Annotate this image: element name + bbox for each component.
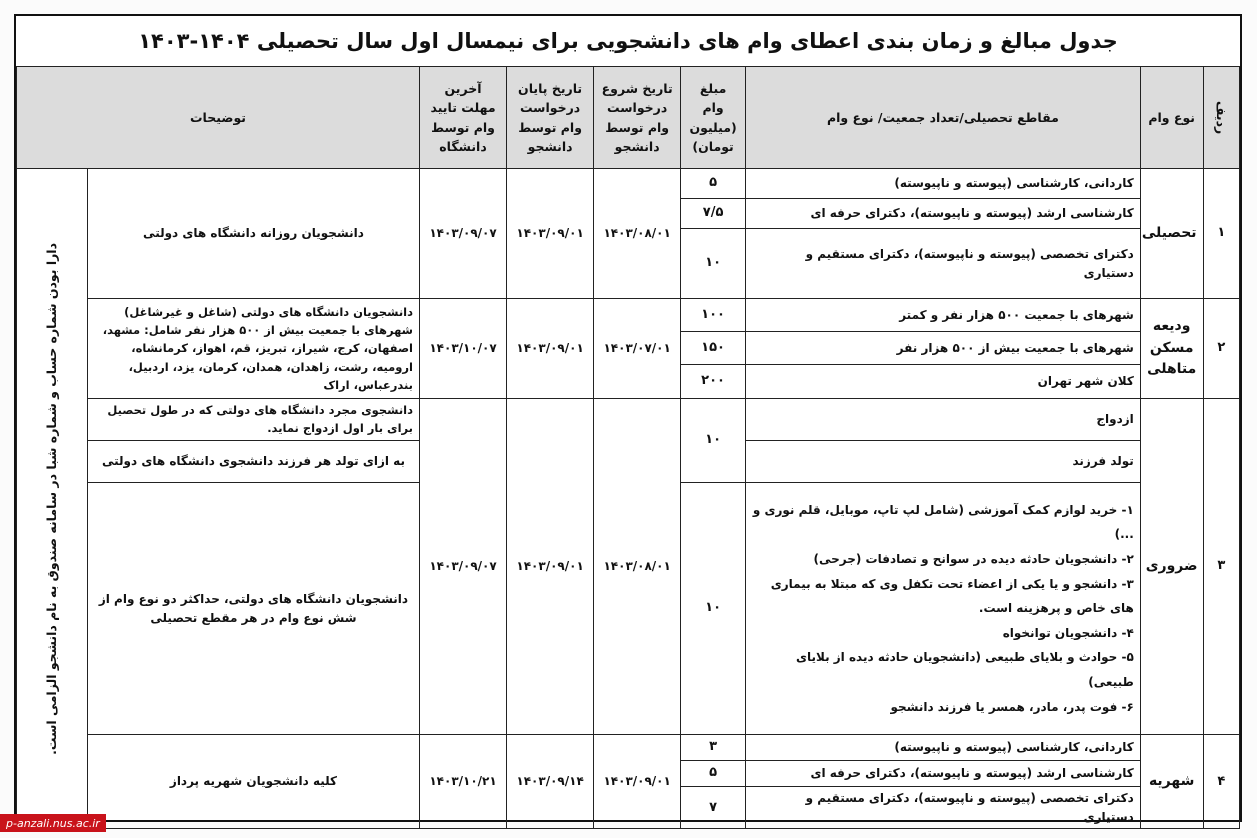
header-end-date: تاریخ پایان درخواست وام توسط دانشجو bbox=[507, 67, 594, 169]
level-cell: تولد فرزند bbox=[745, 441, 1140, 483]
header-approval-date: آخرین مهلت تایید وام توسط دانشگاه bbox=[420, 67, 507, 169]
list-item: ۶- فوت پدر، مادر، همسر یا فرزند دانشجو bbox=[890, 699, 1134, 714]
row-number: ۴ bbox=[1203, 735, 1239, 829]
header-start-date: تاریخ شروع درخواست وام توسط دانشجو bbox=[594, 67, 681, 169]
amount-cell: ۵ bbox=[681, 761, 746, 787]
level-cell: شهرهای با جمعیت بیش از ۵۰۰ هزار نفر bbox=[745, 332, 1140, 365]
loan-type-cell: تحصیلی bbox=[1140, 169, 1203, 299]
amount-cell: ۱۰ bbox=[681, 399, 746, 483]
page-title: جدول مبالغ و زمان بندی اعطای وام های دانشجویی برای نیمسال اول سال تحصیلی ۱۴۰۴-۱۴۰۳ bbox=[138, 29, 1118, 53]
list-item: ۱- خرید لوازم کمک آموزشی (شامل لپ تاپ، موبایل، قلم نوری و ...) bbox=[752, 502, 1134, 542]
level-cell: شهرهای با جمعیت ۵۰۰ هزار نفر و کمتر bbox=[745, 299, 1140, 332]
start-date-cell: ۱۴۰۳/۰۸/۰۱ bbox=[594, 169, 681, 299]
amount-cell: ۱۰ bbox=[681, 229, 746, 299]
level-cell: کارشناسی ارشد (پیوسته و ناپیوسته)، دکترای حرفه ای bbox=[745, 199, 1140, 229]
side-note: دارا بودن شماره حساب و شماره شبا در سامانه صندوق به نام دانشجو الزامی است. bbox=[17, 169, 88, 829]
amount-cell: ۷/۵ bbox=[681, 199, 746, 229]
header-levels: مقاطع تحصیلی/تعداد جمعیت/ نوع وام bbox=[745, 67, 1140, 169]
header-amount: مبلغ وام (میلیون تومان) bbox=[681, 67, 746, 169]
loan-type-cell: ودیعه مسکن متاهلی bbox=[1140, 299, 1203, 399]
notes-cell: کلیه دانشجویان شهریه پرداز bbox=[87, 735, 419, 829]
amount-cell: ۱۵۰ bbox=[681, 332, 746, 365]
end-date-cell: ۱۴۰۳/۰۹/۰۱ bbox=[507, 399, 594, 735]
approval-date-cell: ۱۴۰۳/۱۰/۰۷ bbox=[420, 299, 507, 399]
notes-cell: دانشجویان روزانه دانشگاه های دولتی bbox=[87, 169, 419, 299]
loan-type-cell: ضروری bbox=[1140, 399, 1203, 735]
site-watermark: p-anzali.nus.ac.ir bbox=[0, 814, 106, 832]
needs-list bbox=[752, 498, 1134, 719]
amount-cell: ۵ bbox=[681, 169, 746, 199]
level-cell: دکترای تخصصی (پیوسته و ناپیوسته)، دکترای مستقیم و دستیاری bbox=[745, 787, 1140, 829]
level-cell: کاردانی، کارشناسی (پیوسته و ناپیوسته) bbox=[745, 169, 1140, 199]
level-cell: کارشناسی ارشد (پیوسته و ناپیوسته)، دکترای حرفه ای bbox=[745, 761, 1140, 787]
level-cell: کلان شهر تهران bbox=[745, 365, 1140, 399]
list-item: ۳- دانشجو و یا یکی از اعضاء تحت تکفل وی که مبتلا به بیماری های خاص و پرهزینه است. bbox=[770, 576, 1134, 616]
amount-cell: ۱۰۰ bbox=[681, 299, 746, 332]
loan-schedule-table bbox=[16, 66, 1240, 829]
start-date-cell: ۱۴۰۳/۰۹/۰۱ bbox=[594, 735, 681, 829]
level-cell bbox=[745, 483, 1140, 735]
row-number: ۳ bbox=[1203, 399, 1239, 735]
row-number: ۲ bbox=[1203, 299, 1239, 399]
approval-date-cell: ۱۴۰۳/۱۰/۲۱ bbox=[420, 735, 507, 829]
list-item: ۲- دانشجویان حادثه دیده در سوانح و تصادفات (جرحی) bbox=[813, 552, 1134, 567]
table-row bbox=[17, 399, 1240, 441]
level-cell: ازدواج bbox=[745, 399, 1140, 441]
end-date-cell: ۱۴۰۳/۰۹/۰۱ bbox=[507, 169, 594, 299]
table-row bbox=[17, 169, 1240, 199]
notes-cell: دانشجوی مجرد دانشگاه های دولتی که در طول تحصیل برای بار اول ازدواج نماید. bbox=[87, 399, 419, 441]
approval-date-cell: ۱۴۰۳/۰۹/۰۷ bbox=[420, 399, 507, 735]
start-date-cell: ۱۴۰۳/۰۸/۰۱ bbox=[594, 399, 681, 735]
start-date-cell: ۱۴۰۳/۰۷/۰۱ bbox=[594, 299, 681, 399]
level-cell: دکترای تخصصی (پیوسته و ناپیوسته)، دکترای مستقیم و دستیاری bbox=[745, 229, 1140, 299]
row-number: ۱ bbox=[1203, 169, 1239, 299]
header-notes: توضیحات bbox=[17, 67, 420, 169]
list-item: ۵- حوادث و بلایای طبیعی (دانشجویان حادثه دیده از بلایای طبیعی) bbox=[795, 650, 1134, 689]
notes-cell: دانشجویان دانشگاه های دولتی، حداکثر دو نوع وام از شش نوع وام در هر مقطع تحصیلی bbox=[87, 483, 419, 735]
amount-cell: ۷ bbox=[681, 787, 746, 829]
table-row bbox=[17, 735, 1240, 761]
table-row bbox=[17, 299, 1240, 332]
amount-cell: ۳ bbox=[681, 735, 746, 761]
list-item: ۴- دانشجویان توانخواه bbox=[1002, 625, 1134, 640]
header-row bbox=[17, 67, 1240, 169]
end-date-cell: ۱۴۰۳/۰۹/۱۴ bbox=[507, 735, 594, 829]
header-loan-type: نوع وام bbox=[1140, 67, 1203, 169]
notes-cell: دانشجویان دانشگاه های دولتی (شاغل و غیرشاغل) شهرهای با جمعیت بیش از ۵۰۰ هزار نفر شامل: مشهد، اصفهان، کرج، شیراز، تبریز، قم، اهواز، کرمانشاه، ارومیه، رشت، زاهدان، همدان، کرمان، یزد، اردبیل، بندرعباس، اراک bbox=[87, 299, 419, 399]
header-row-no: ردیف bbox=[1203, 67, 1239, 169]
amount-cell: ۱۰ bbox=[681, 483, 746, 735]
level-cell: کاردانی، کارشناسی (پیوسته و ناپیوسته) bbox=[745, 735, 1140, 761]
end-date-cell: ۱۴۰۳/۰۹/۰۱ bbox=[507, 299, 594, 399]
notes-cell: به ازای تولد هر فرزند دانشجوی دانشگاه های دولتی bbox=[87, 441, 419, 483]
loan-type-cell: شهریه bbox=[1140, 735, 1203, 829]
approval-date-cell: ۱۴۰۳/۰۹/۰۷ bbox=[420, 169, 507, 299]
amount-cell: ۲۰۰ bbox=[681, 365, 746, 399]
